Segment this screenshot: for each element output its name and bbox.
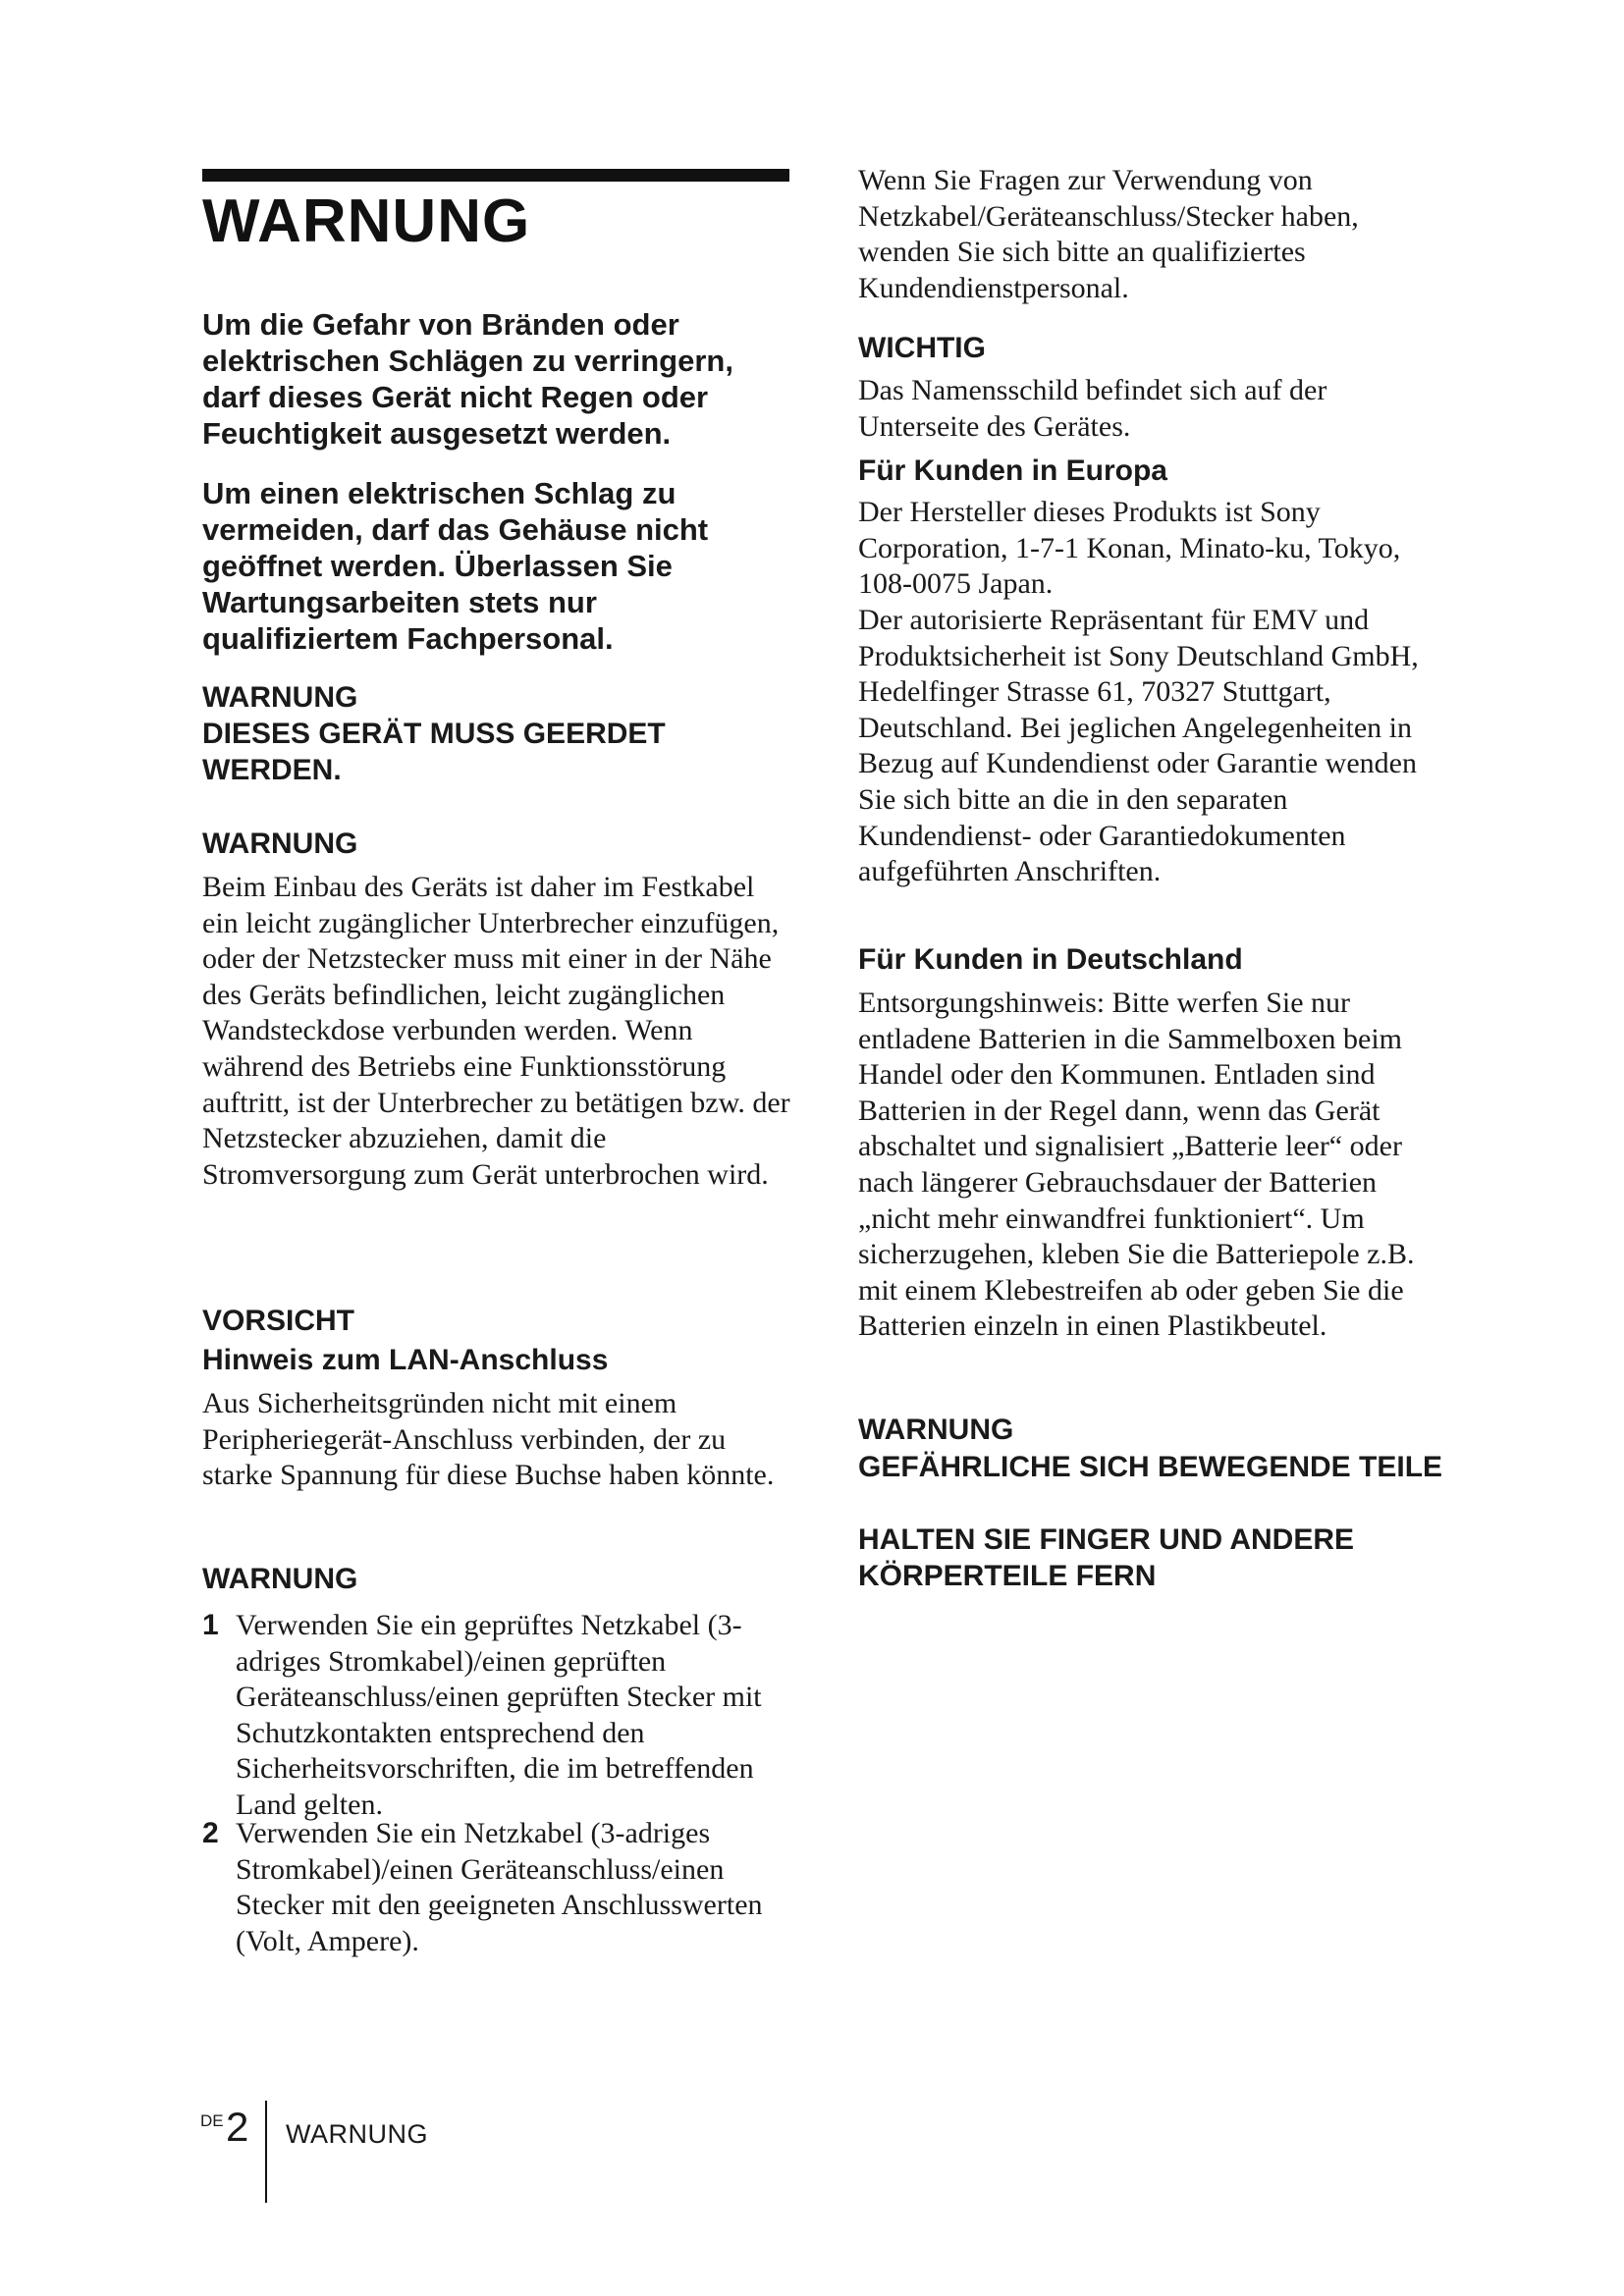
moving-parts-text: GEFÄHRLICHE SICH BEWEGENDE TEILE bbox=[858, 1451, 1443, 1483]
cable-heading: WARNUNG bbox=[202, 1563, 358, 1595]
list-item-text: Verwenden Sie ein Netzkabel (3-adriges Stromkabel)/einen Geräteanschluss/einen Stecker mit den geeigneten Anschlusswerten (Volt, Ampere). bbox=[236, 1817, 763, 1957]
ground-text: DIESES GERÄT MUSS GEERDET WERDEN. bbox=[202, 718, 666, 786]
germany-heading: Für Kunden in Deutschland bbox=[858, 943, 1243, 976]
lan-body: Aus Sicherheitsgründen nicht mit einem Peripheriegerät-Anschluss verbinden, der zu starke Spannung für diese Buchse haben könnte. bbox=[202, 1387, 775, 1492]
install-heading: WARNUNG bbox=[202, 828, 358, 860]
housing-warning: Um einen elektrischen Schlag zu vermeiden, darf das Gehäuse nicht geöffnet werden. Überlassen Sie Wartungsarbeiten stets nur qualifiziertem Fachpersonal. bbox=[202, 476, 709, 656]
important-body: Das Namensschild befindet sich auf der Unterseite des Gerätes. bbox=[858, 374, 1327, 443]
install-body: Beim Einbau des Geräts ist daher im Festkabel ein leicht zugänglicher Unterbrecher einzufügen, oder der Netzstecker muss mit einer in der Nähe des Geräts befindlichen, leicht zugänglichen Wandsteckdose verbunden werden. Wenn während des Betriebs eine Funktionsstörung auftritt, ist der Unterbrecher zu betätigen bzw. der Netzstecker abzuziehen, damit die Stromversorgung zum Gerät unterbrochen wird. bbox=[202, 871, 790, 1191]
page-number: 2 bbox=[226, 2104, 249, 2150]
list-item bbox=[202, 1608, 791, 1824]
footer-divider bbox=[265, 2101, 267, 2203]
europe-representative: Der autorisierte Repräsentant für EMV und Produktsicherheit ist Sony Deutschland GmbH, Hedelfinger Strasse 61, 70327 Stuttgart, Deutschland. Bei jeglichen Angelegenheiten in Bezug auf Kundendienst oder Garantie wenden Sie sich bitte an die in den separaten Kundendienst- oder Garantiedokumenten aufgeführten Anschriften. bbox=[858, 604, 1419, 888]
page-title: WARNUNG bbox=[202, 187, 531, 255]
europe-heading: Für Kunden in Europa bbox=[858, 454, 1167, 487]
list-number: 2 bbox=[202, 1817, 219, 1849]
lan-heading: Hinweis zum LAN-Anschluss bbox=[202, 1344, 609, 1376]
moving-heading: WARNUNG bbox=[858, 1414, 1014, 1446]
list-item-text: Verwenden Sie ein geprüftes Netzkabel (3-adriges Stromkabel)/einen geprüften Geräteanschluss/einen geprüften Stecker mit Schutzkontakten entsprechend den Sicherheitsvorschriften, die im betreffenden Land gelten. bbox=[236, 1609, 762, 1821]
cable-questions: Wenn Sie Fragen zur Verwendung von Netzkabel/Geräteanschluss/Stecker haben, wenden Sie sich bitte an qualifiziertes Kundendienstpersonal. bbox=[858, 164, 1359, 304]
title-rule bbox=[202, 169, 789, 182]
list-item bbox=[202, 1816, 791, 1959]
europe-manufacturer: Der Hersteller dieses Produkts ist Sony Corporation, 1-7-1 Konan, Minato-ku, Tokyo, 108-0075 Japan. bbox=[858, 496, 1401, 601]
footer-language: DE bbox=[200, 2111, 224, 2130]
fire-warning: Um die Gefahr von Bränden oder elektrischen Schlägen zu verringern, darf dieses Gerät nicht Regen oder Feuchtigkeit ausgesetzt werden. bbox=[202, 307, 733, 451]
footer-section: WARNUNG bbox=[286, 2119, 428, 2149]
caution-heading: VORSICHT bbox=[202, 1305, 355, 1337]
germany-body: Entsorgungshinweis: Bitte werfen Sie nur entladene Batterien in die Sammelboxen beim Handel oder den Kommunen. Entladen sind Batterien in der Regel dann, wenn das Gerät abschaltet und signalisiert „Batterie leer“ oder nach längerer Gebrauchsdauer der Batterien „nicht mehr einwandfrei funktioniert“. Um sicherzugehen, kleben Sie die Batteriepole z.B. mit einem Klebestreifen ab oder geben Sie die Batterien einzeln in einen Plastikbeutel. bbox=[858, 987, 1415, 1343]
ground-heading: WARNUNG bbox=[202, 681, 358, 714]
list-number: 1 bbox=[202, 1609, 219, 1641]
keep-away-text: HALTEN SIE FINGER UND ANDERE KÖRPERTEILE FERN bbox=[858, 1523, 1355, 1592]
important-heading: WICHTIG bbox=[858, 332, 986, 364]
